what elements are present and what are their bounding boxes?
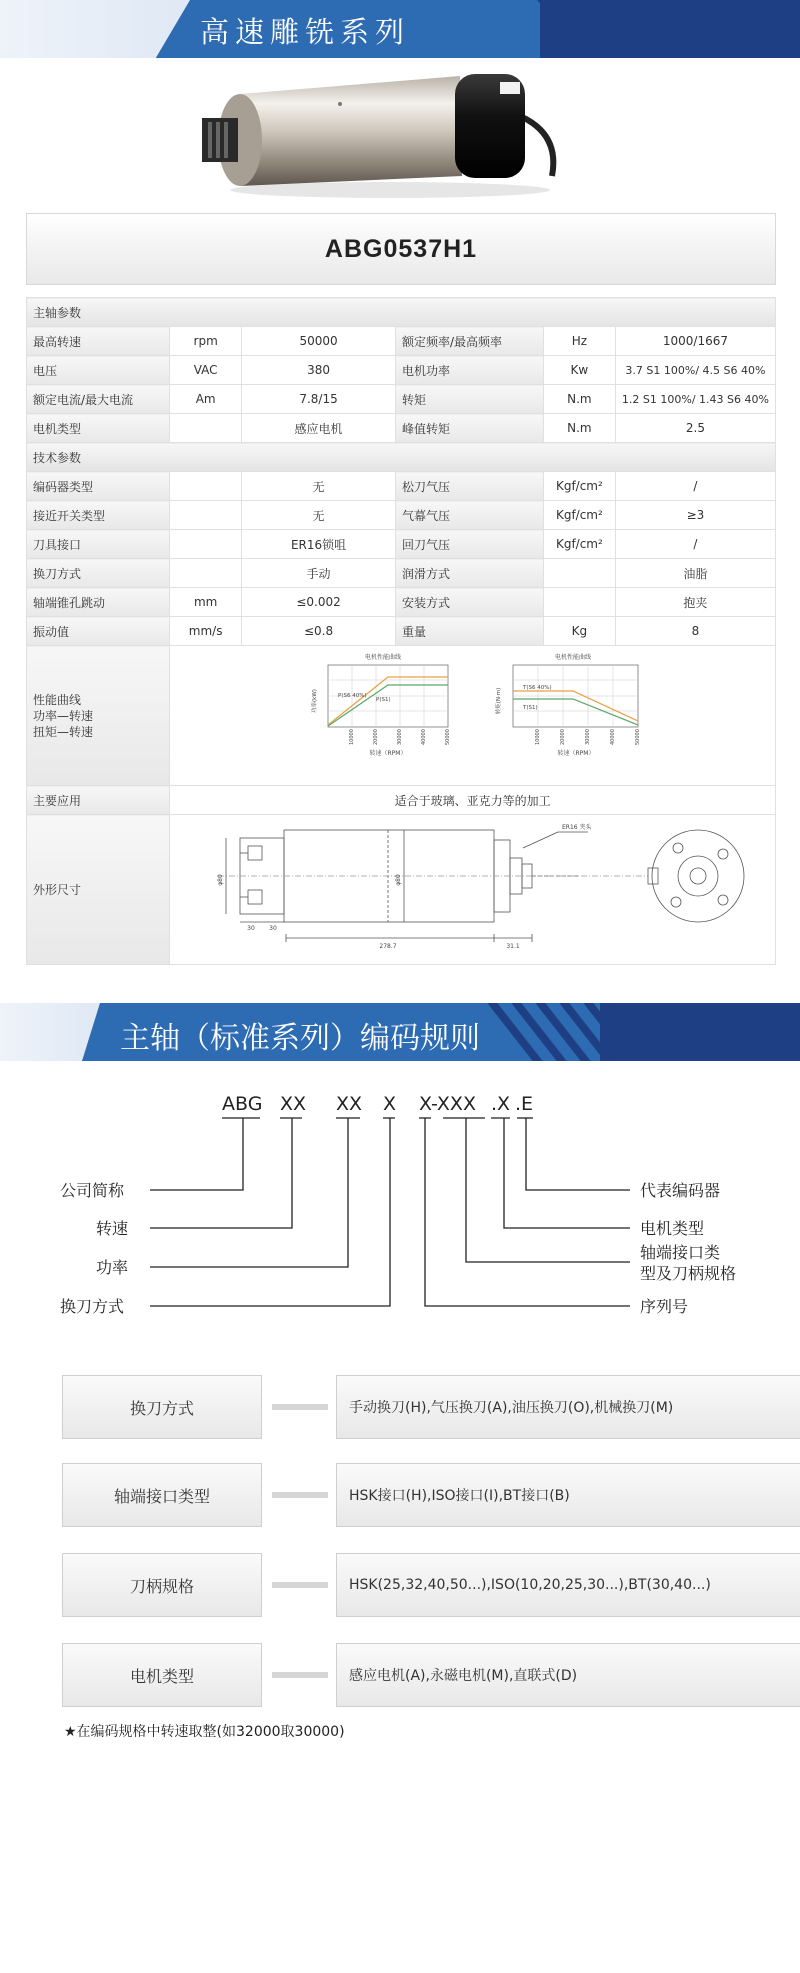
banner-highlight [0,1003,100,1061]
application-label: 主要应用 [27,786,170,815]
code-label-tool-change: 换刀方式 [60,1297,125,1316]
spindle-product-image [200,64,580,199]
main-params-body [27,327,776,443]
spec-unit: Kgf/cm² [543,501,615,530]
spec-value: 1.2 S1 100%/ 1.43 S6 40% [615,385,775,414]
spec-label: 电机类型 [27,414,170,443]
spec-label: 转矩 [395,385,543,414]
x-tick: 20000 [559,729,566,745]
code-label-serial: 序列号 [640,1297,689,1316]
spec-unit: Kg [543,617,615,646]
spec-value: ≥3 [615,501,775,530]
code-label-motor: 电机类型 [640,1219,705,1238]
option-key: 换刀方式 [62,1375,262,1439]
code-part-interface: -XXX [431,1093,476,1115]
model-header [26,213,776,285]
option-row-tool-holder [62,1553,750,1617]
spec-row [27,414,776,443]
option-value: HSK(25,32,40,50...),ISO(10,20,25,30...),BT(30,40...) [336,1553,800,1617]
spec-unit [170,472,242,501]
spec-unit: N.m [543,385,615,414]
spec-label: 气幕气压 [395,501,543,530]
dim-diameter-2: φ80 [394,874,402,886]
x-tick: 20000 [372,729,379,745]
spec-value: 8 [615,617,775,646]
x-tick: 50000 [444,729,451,745]
x-tick: 30000 [584,729,591,745]
code-label-interface-2: 型及刀柄规格 [640,1264,737,1283]
spec-unit [170,414,242,443]
spec-unit: mm/s [170,617,242,646]
section-title: 技术参数 [27,443,776,472]
spec-unit [543,559,615,588]
option-key: 电机类型 [62,1643,262,1707]
application-value: 适合于玻璃、亚克力等的加工 [170,786,776,815]
banner-title: 高速雕铣系列 [200,15,411,49]
option-value: 手动换刀(H),气压换刀(A),油压换刀(O),机械换刀(M) [336,1375,800,1439]
code-part-speed: XX [280,1093,307,1115]
spec-value: 7.8/15 [242,385,396,414]
code-part-motor: .X [491,1093,511,1115]
section-row-main [27,298,776,327]
power-chart-title: 电机性能曲线 [364,654,401,661]
code-label-speed: 转速 [96,1219,129,1238]
spec-label: 回刀气压 [395,530,543,559]
tech-params-body [27,472,776,646]
option-value: 感应电机(A),永磁电机(M),直联式(D) [336,1643,800,1707]
performance-label-line: 功率—转速 [33,708,94,723]
section-title: 主轴参数 [27,298,776,327]
dim-l1: 30 [246,925,255,932]
spec-unit: rpm [170,327,242,356]
spec-row [27,588,776,617]
x-tick: 30000 [396,729,403,745]
spec-value: ER16锁咀 [242,530,396,559]
coding-rule-banner [0,1003,800,1061]
option-connector [272,1582,328,1588]
application-row [27,786,776,815]
header-banner [0,0,800,58]
spec-value: / [615,472,775,501]
code-label-power: 功率 [96,1258,129,1277]
code-part-tool-change: X [383,1093,397,1115]
spec-value: 油脂 [615,559,775,588]
option-row-interface [62,1463,750,1527]
torque-chart-title: 电机性能曲线 [554,654,591,661]
spec-label: 振动值 [27,617,170,646]
spec-value: 380 [242,356,396,385]
spec-row [27,617,776,646]
spec-unit: VAC [170,356,242,385]
drawing-end-view [652,830,744,922]
spec-value: 无 [242,472,396,501]
performance-curves [178,649,768,779]
x-tick: 50000 [634,729,641,745]
dimension-label: 外形尺寸 [27,815,170,965]
spec-unit [170,501,242,530]
spec-label: 最高转速 [27,327,170,356]
spec-label: 轴端锥孔跳动 [27,588,170,617]
torque-y-label: 转矩(N·m) [495,687,502,715]
option-connector [272,1672,328,1678]
spec-value: 3.7 S1 100%/ 4.5 S6 40% [615,356,775,385]
torque-s6-label: T(S6 40%) [522,685,552,691]
torque-x-label: 转速（RPM） [557,750,595,757]
coding-rule-diagram [0,1076,800,1336]
spec-value: ≤0.002 [242,588,396,617]
dimension-drawing-cell [170,815,776,965]
spec-value: 2.5 [615,414,775,443]
code-label-interface-1: 轴端接口类 [640,1243,721,1262]
torque-s1-label: T(S1) [522,705,538,711]
spec-row [27,501,776,530]
section-row-tech [27,443,776,472]
code-label-company: 公司简称 [60,1181,125,1200]
spec-value: 感应电机 [242,414,396,443]
spec-value: / [615,530,775,559]
dim-l2: 30 [268,925,277,932]
power-x-label: 转速（RPM） [369,750,407,757]
spec-unit: N.m [543,414,615,443]
performance-label-line: 扭矩—转速 [33,724,94,739]
spec-label: 重量 [395,617,543,646]
option-key: 轴端接口类型 [62,1463,262,1527]
code-part-encoder: .E [515,1093,534,1115]
option-connector [272,1404,328,1410]
x-tick: 10000 [534,729,541,745]
spec-label: 峰值转矩 [395,414,543,443]
spec-label: 刀具接口 [27,530,170,559]
spec-unit [170,530,242,559]
spec-label: 电压 [27,356,170,385]
spec-value: ≤0.8 [242,617,396,646]
spec-unit [543,588,615,617]
spec-label: 换刀方式 [27,559,170,588]
option-key: 刀柄规格 [62,1553,262,1617]
code-part-company: ABG [222,1093,263,1115]
x-tick: 40000 [609,729,616,745]
performance-row [27,646,776,786]
dim-diameter-1: φ80 [216,874,224,886]
spec-row [27,559,776,588]
spec-label: 电机功率 [395,356,543,385]
spec-unit: mm [170,588,242,617]
spec-label: 安装方式 [395,588,543,617]
spec-value: 1000/1667 [615,327,775,356]
model-number: ABG0537H1 [324,234,478,263]
spec-unit: Kw [543,356,615,385]
spec-value: 抱夹 [615,588,775,617]
option-value: HSK接口(H),ISO接口(I),BT接口(B) [336,1463,800,1527]
spec-table [26,297,776,965]
spec-unit: Hz [543,327,615,356]
dim-tool-holder: ER16 夹头 [561,824,592,831]
x-tick: 40000 [420,729,427,745]
spec-label: 接近开关类型 [27,501,170,530]
spec-label: 编码器类型 [27,472,170,501]
spec-label: 额定频率/最高频率 [395,327,543,356]
power-s1-curve [328,685,448,726]
power-y-label: 功率(kW) [311,689,318,713]
spec-row [27,530,776,559]
performance-label-line: 性能曲线 [33,692,82,707]
spec-unit: Kgf/cm² [543,530,615,559]
power-s6-label: P(S6 40%) [337,693,367,699]
spec-value: 手动 [242,559,396,588]
code-part-serial: X [419,1093,433,1115]
spec-unit [170,559,242,588]
spec-row [27,385,776,414]
spec-value: 无 [242,501,396,530]
spec-unit: Am [170,385,242,414]
dim-length: 278.7 [378,943,397,950]
option-row-tool-change [62,1375,750,1439]
spec-label: 松刀气压 [395,472,543,501]
dimension-row [27,815,776,965]
code-part-power: XX [336,1093,363,1115]
code-label-encoder: 代表编码器 [640,1181,721,1200]
dim-l3: 31.1 [505,943,520,950]
banner-highlight [0,0,190,58]
footnote: ★在编码规格中转速取整(如32000取30000) [64,1724,345,1740]
option-row-motor [62,1643,750,1707]
performance-charts [170,646,776,786]
spec-row [27,356,776,385]
spec-label: 额定电流/最大电流 [27,385,170,414]
spec-row [27,472,776,501]
banner-title: 主轴（标准系列）编码规则 [120,1021,480,1056]
power-s1-label: P(S1) [375,697,391,703]
option-connector [272,1492,328,1498]
performance-label [27,646,170,786]
spec-label: 润滑方式 [395,559,543,588]
spec-unit: Kgf/cm² [543,472,615,501]
spec-row [27,327,776,356]
x-tick: 10000 [348,729,355,745]
dimension-drawing [178,818,768,958]
spec-value: 50000 [242,327,396,356]
